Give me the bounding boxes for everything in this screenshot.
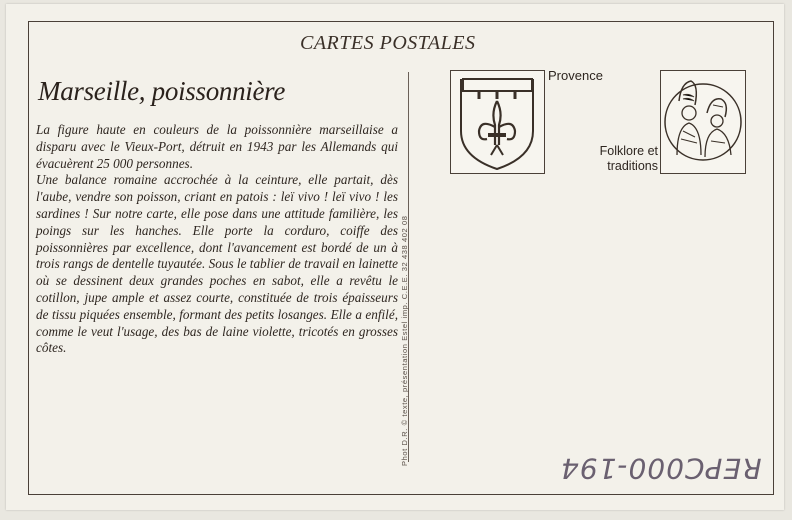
folklore-label-line2: traditions (607, 159, 658, 173)
provence-label: Provence (548, 68, 603, 83)
folklore-label (580, 144, 658, 174)
paragraph-2: Une balance romaine accrochée à la ceinture, elle partait, dès l'aube, vendre son poisson, criant en patois : leï vivo ! leï vivo ! les sardines ! Sur notre carte, elle pose dans une attitude familière, les poings sur les hanches. Elle porte la corduro, coiffe des poissonnières par excellence, dont l'avancement est bordé de un à trois rangs de dentelle tuyautée. Sous le tablier de travail en lainette où se dessinent deux grandes poches en sabot, elle a revêtu le cotillon, jupe ample et assez courte, constituée de trois épaisseurs de tissu piquées ensemble, formant des petits losanges. Elle a enfilé, comme le veut l'usage, des bas de laine violette, tricotés en grosses côtes. (36, 172, 398, 356)
description-text (36, 122, 398, 357)
postcard-header: CARTES POSTALES (300, 32, 476, 54)
costumed-women-icon (661, 71, 745, 173)
folklore-stamp (660, 70, 746, 174)
folklore-label-line1: Folklore et (599, 144, 658, 158)
provence-coat-of-arms-icon (451, 71, 544, 173)
provence-stamp (450, 70, 545, 174)
page-title: Marseille, poissonnière (38, 76, 286, 106)
printer-credit: Phot D.R. © texte, présentation Estel imp. C.E.E. 32 438 402 08 (400, 215, 409, 466)
handwritten-reference: REPC000-194 (560, 452, 762, 485)
paragraph-1: La figure haute en couleurs de la poissonnière marseillaise a disparu avec le Vieux-Port, détruit en 1943 par les Allemands qui évacuèrent 25 000 personnes. (36, 122, 398, 171)
